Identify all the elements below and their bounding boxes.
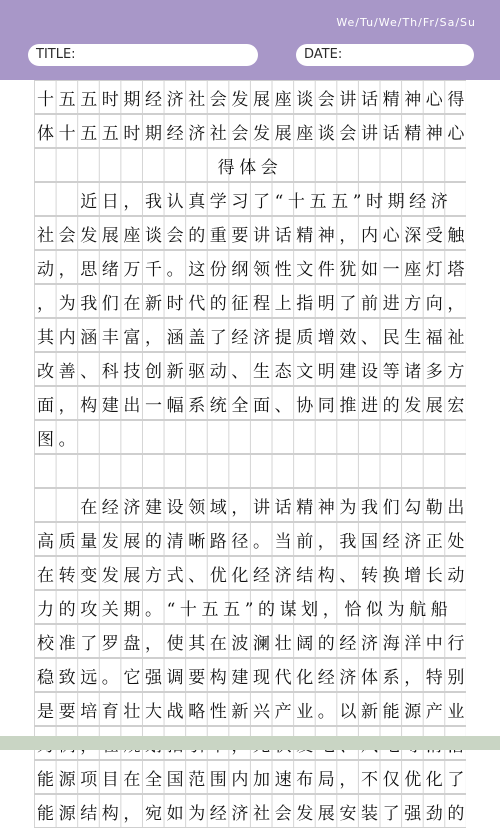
title-field: TITLE: <box>28 44 258 66</box>
text-line: 体十五五时期经济社会发展座谈会讲话精神心 <box>34 114 466 148</box>
blank-line <box>34 454 466 488</box>
text-line: 改善、科技创新驱动、生态文明建设等诸多方 <box>34 352 466 386</box>
text-line: 其内涵丰富，涵盖了经济提质增效、民生福祉 <box>34 318 466 352</box>
text-line: 力的攻关期。“十五五”的谋划，恰似为航船 <box>34 590 466 624</box>
text-line: 得体会 <box>34 148 466 182</box>
weekday-selector: We/Tu/We/Th/Fr/Sa/Su <box>336 16 476 29</box>
text-line: 面，构建出一幅系统全面、协同推进的发展宏 <box>34 386 466 420</box>
page-footer-strip <box>0 736 500 750</box>
text-line: 高质量发展的清晰路径。当前，我国经济正处 <box>34 522 466 556</box>
grid-sheet <box>0 80 500 824</box>
text-line: 社会发展座谈会的重要讲话精神，内心深受触 <box>34 216 466 250</box>
text-line: 在经济建设领域，讲话精神为我们勾勒出 <box>34 488 466 522</box>
text-line: 在转变发展方式、优化经济结构、转换增长动 <box>34 556 466 590</box>
notebook-header <box>0 0 500 80</box>
date-field: DATE: <box>296 44 474 66</box>
text-line: 近日，我认真学习了“十五五”时期经济 <box>34 182 466 216</box>
text-line: 动，思绪万千。这份纲领性文件犹如一座灯塔 <box>34 250 466 284</box>
text-line: 稳致远。它强调要构建现代化经济体系，特别 <box>34 658 466 692</box>
text-line: 是要培育壮大战略性新兴产业。以新能源产业 <box>34 692 466 726</box>
text-line: 能源项目在全国范围内加速布局，不仅优化了 <box>34 760 466 794</box>
text-line: 十五五时期经济社会发展座谈会讲话精神心得 <box>34 80 466 114</box>
text-line: 校准了罗盘，使其在波澜壮阔的经济海洋中行 <box>34 624 466 658</box>
text-line: ，为我们在新时代的征程上指明了前进方向， <box>34 284 466 318</box>
text-line: 图。 <box>34 420 466 454</box>
text-line: 能源结构，宛如为经济社会发展安装了强劲的 <box>34 794 466 828</box>
